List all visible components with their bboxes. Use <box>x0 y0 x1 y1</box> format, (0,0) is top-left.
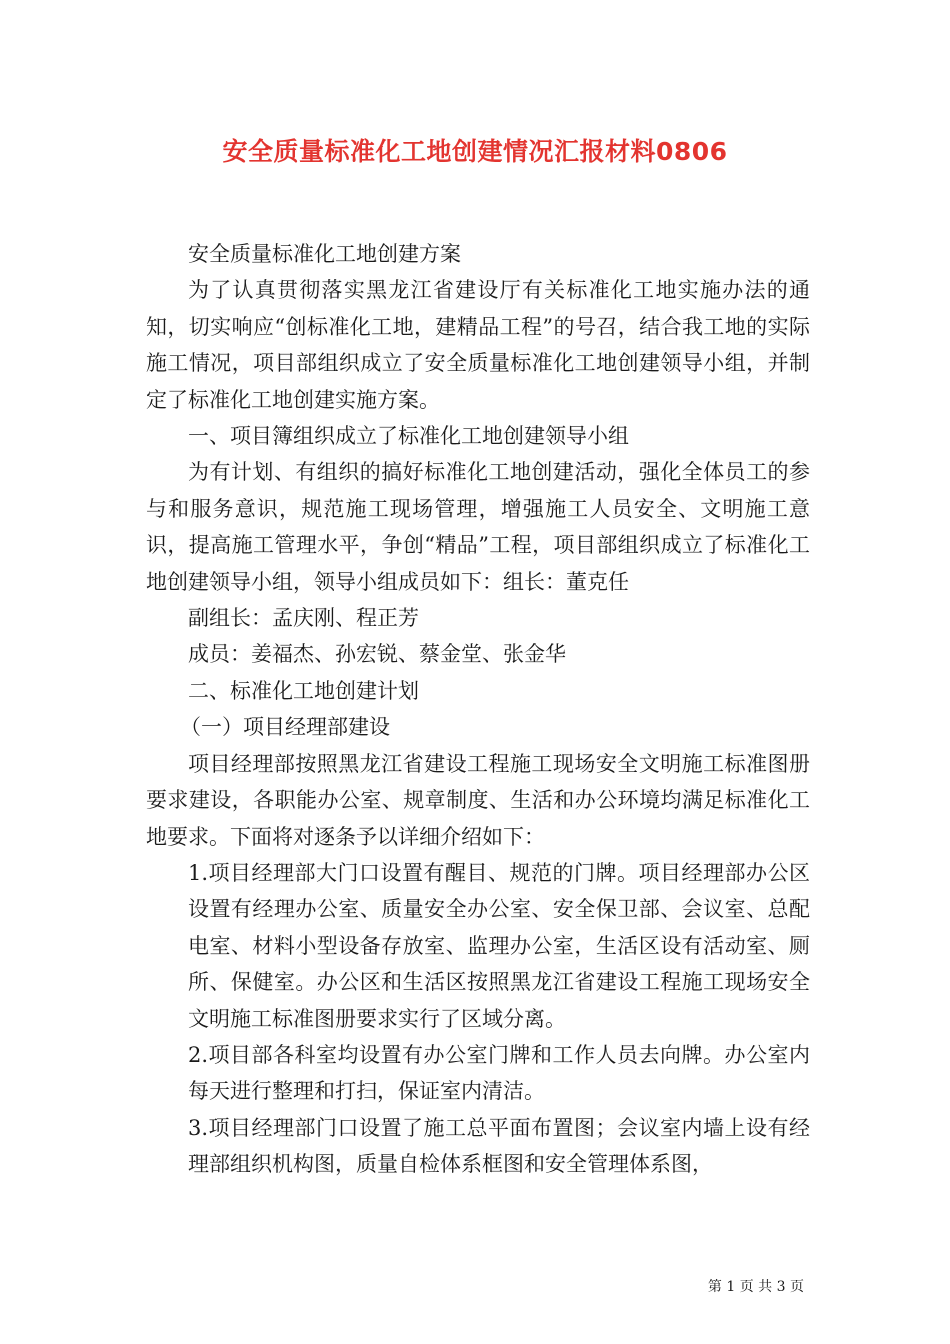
body-paragraph: 为有计划、有组织的搞好标准化工地创建活动，强化全体员工的参与和服务意识，规范施工现场管理，增强施工人员安全、文明施工意识，提高施工管理水平，争创“精品”工程，项目部组织成立了标准化工地创建领导小组，领导小组成员如下：组长：董克任 <box>146 460 810 594</box>
page-number: 第 1 页 共 3 页 <box>707 1279 804 1295</box>
document-body <box>146 236 810 1183</box>
document-title: 安全质量标准化工地创建情况汇报材料0806 <box>222 137 728 166</box>
section-heading: 二、标准化工地创建计划 <box>188 678 419 703</box>
body-paragraph: 项目经理部按照黑龙江省建设工程施工现场安全文明施工标准图册要求建设，各职能办公室、规章制度、生活和办公环境均满足标准化工地要求。下面将对逐条予以详细介绍如下： <box>146 751 810 849</box>
body-paragraph: 为了认真贯彻落实黑龙江省建设厅有关标准化工地实施办法的通知，切实响应“创标准化工地，建精品工程”的号召，结合我工地的实际施工情况，项目部组织成立了安全质量标准化工地创建领导小组，并制定了标准化工地创建实施方案。 <box>146 278 810 412</box>
list-item: 2.项目部各科室均设置有办公室门牌和工作人员去向牌。办公室内每天进行整理和打扫，保证室内清洁。 <box>188 1042 810 1104</box>
member-line: 副组长：孟庆刚、程正芳 <box>188 606 419 631</box>
section-heading: 一、项目簿组织成立了标准化工地创建领导小组 <box>188 424 629 449</box>
member-line: 成员：姜福杰、孙宏锐、蔡金堂、张金华 <box>188 642 566 667</box>
section-subtitle: 安全质量标准化工地创建方案 <box>188 242 461 266</box>
subsection-heading: （一）项目经理部建设 <box>180 715 390 740</box>
list-item: 3.项目经理部门口设置了施工总平面布置图；会议室内墙上设有经理部组织机构图，质量自检体系框图和安全管理体系图， <box>188 1115 810 1177</box>
list-item: 1.项目经理部大门口设置有醒目、规范的门牌。项目经理部办公区设置有经理办公室、质量安全办公室、安全保卫部、会议室、总配电室、材料小型设备存放室、监理办公室，生活区设有活动室、厕所、保健室。办公区和生活区按照黑龙江省建设工程施工现场安全文明施工标准图册要求实行了区域分离。 <box>188 860 810 1031</box>
